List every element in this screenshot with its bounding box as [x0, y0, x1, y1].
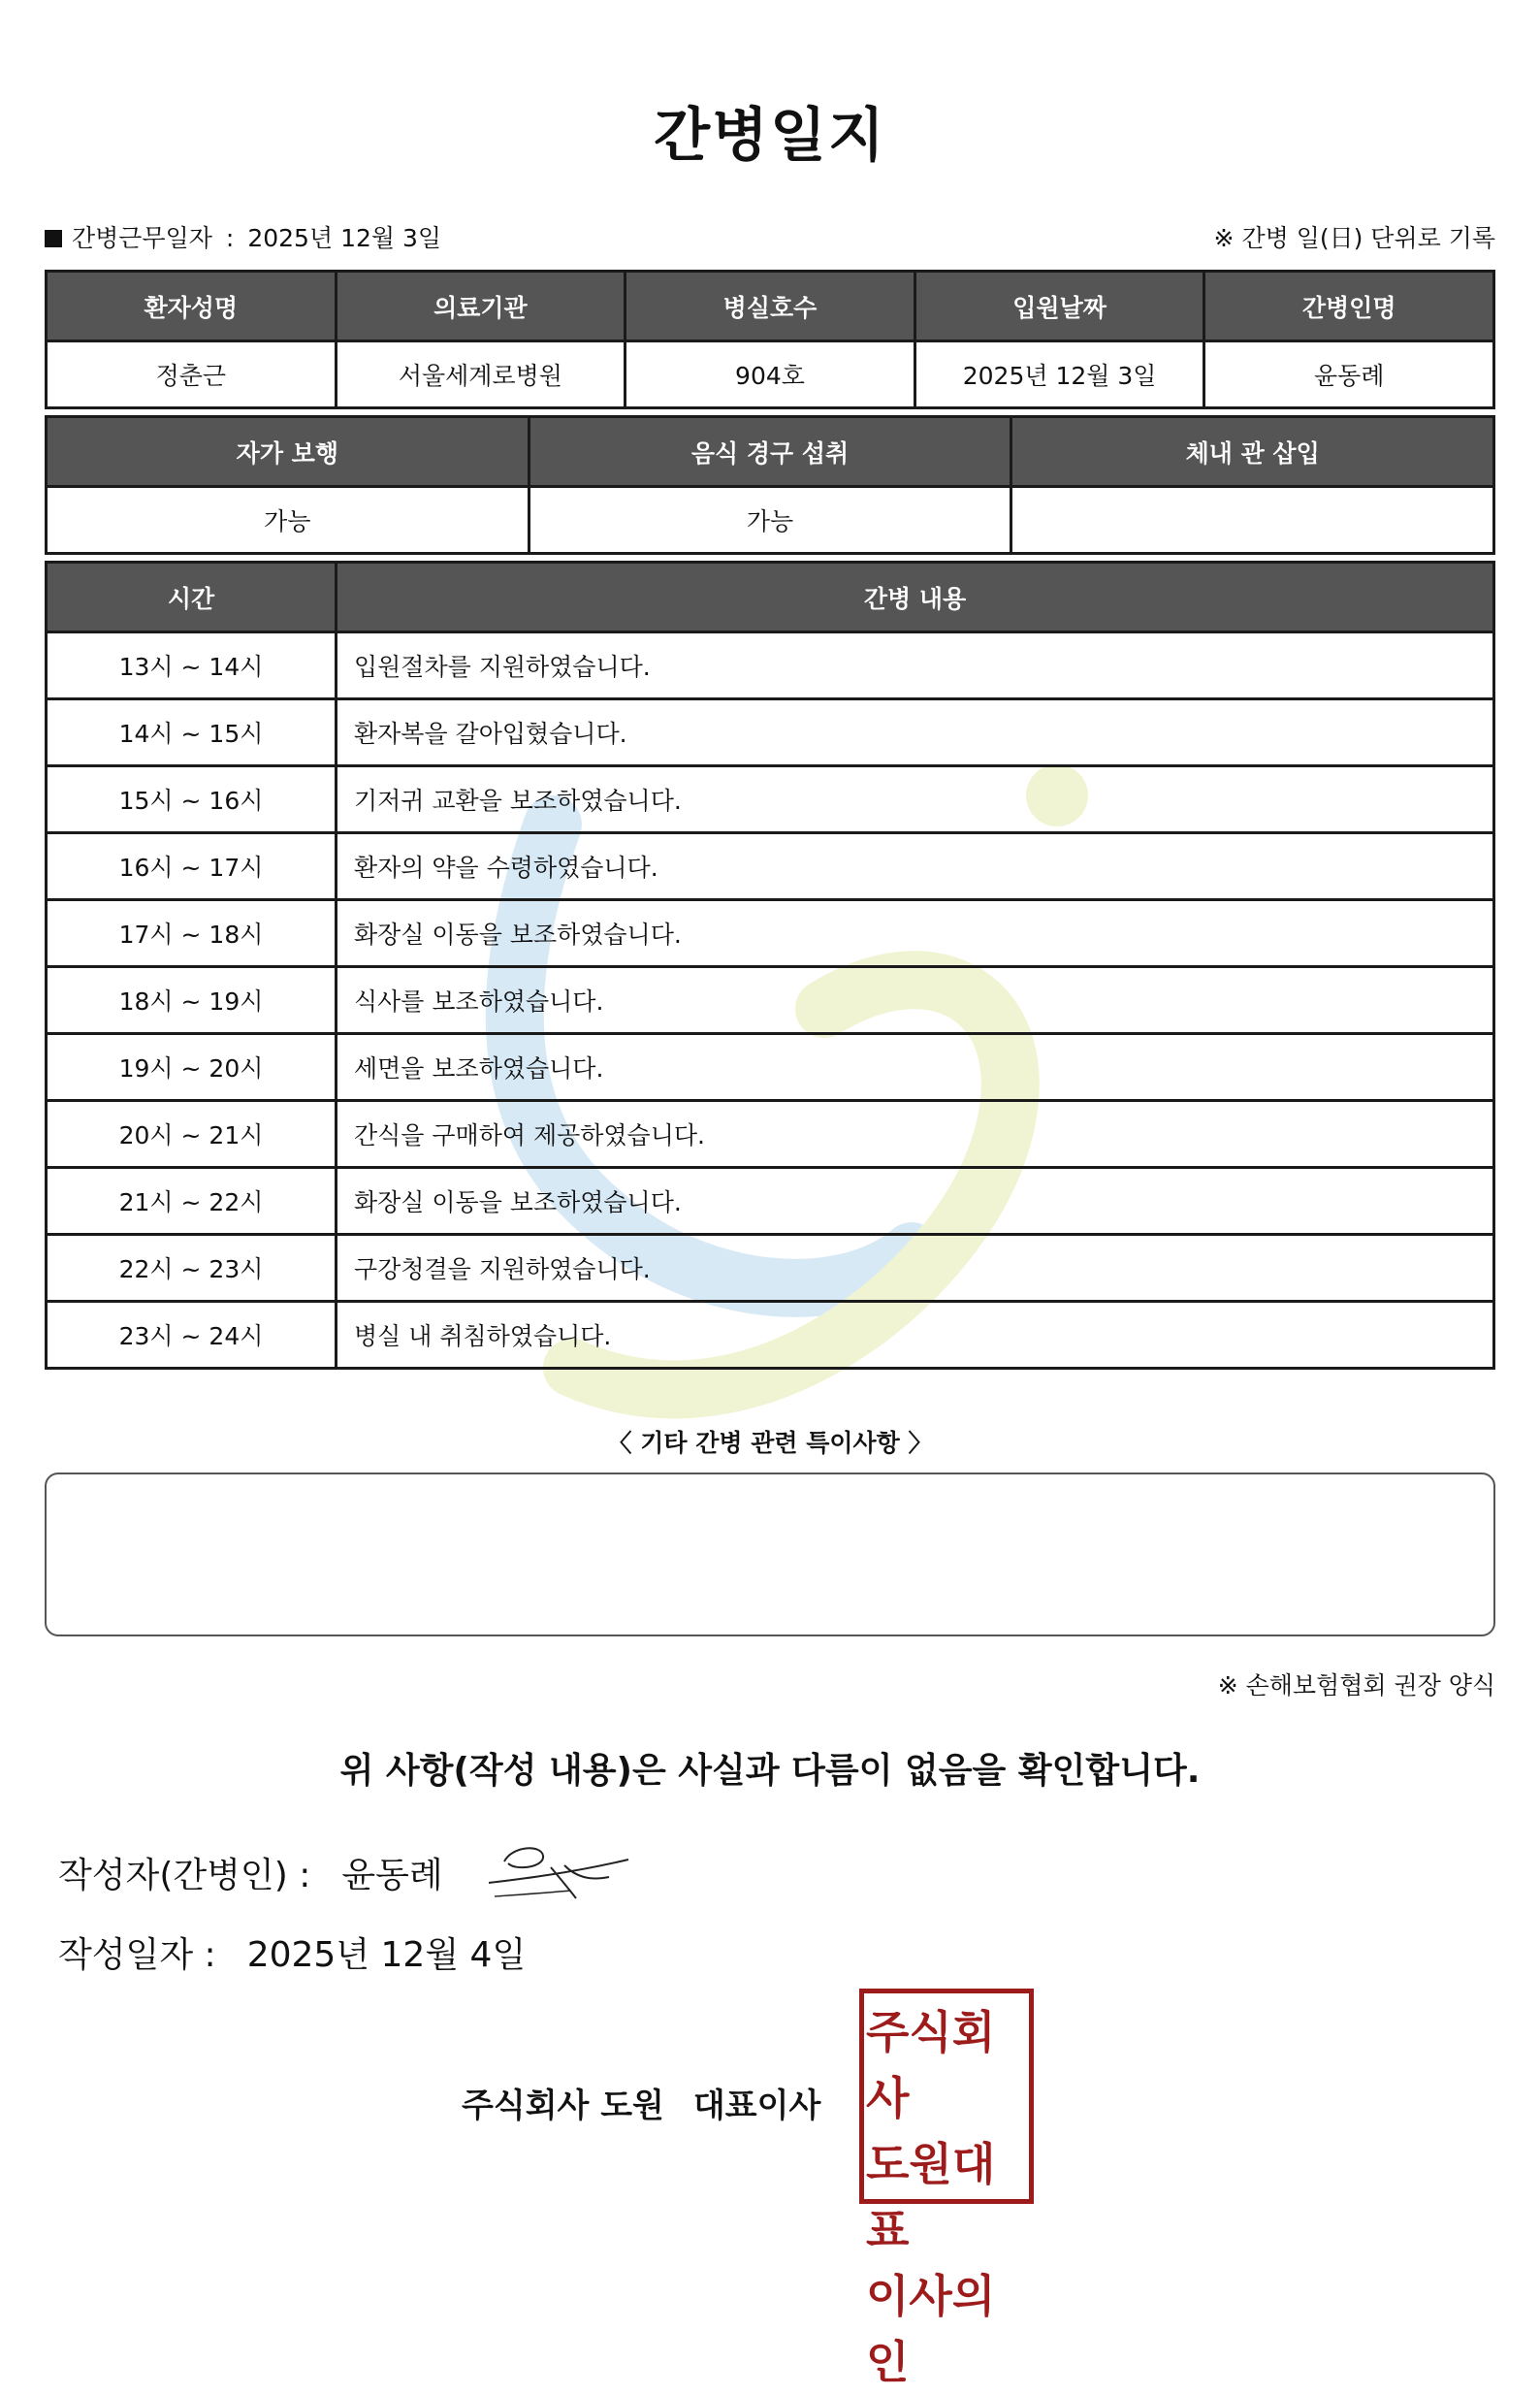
log-header-row: [47, 563, 1494, 632]
work-date: [45, 219, 441, 254]
seal-row: 이사의인: [866, 2270, 996, 2388]
log-content: 식사를 보조하였습니다.: [337, 967, 1494, 1034]
log-content: 세면을 보조하였습니다.: [337, 1034, 1494, 1101]
table-row: [47, 1034, 1494, 1101]
document-title: 간병일지: [654, 102, 886, 170]
company-signature-line: [462, 2079, 820, 2126]
log-content: 간식을 구매하여 제공하였습니다.: [337, 1101, 1494, 1168]
table-row: [47, 1101, 1494, 1168]
writer-line: [58, 1848, 443, 1897]
log-time: 16시 ~ 17시: [47, 833, 337, 900]
log-time: 19시 ~ 20시: [47, 1034, 337, 1101]
patient-value-row: [47, 341, 1494, 408]
care-log-table: [45, 561, 1495, 1370]
work-date-label: 간병근무일자: [72, 224, 212, 252]
status-header-row: [47, 417, 1494, 487]
header-patient-name: 환자성명: [47, 272, 337, 341]
room-number: 904호: [626, 341, 915, 408]
log-time: 14시 ~ 15시: [47, 699, 337, 766]
log-time: 23시 ~ 24시: [47, 1302, 337, 1369]
other-notes-box: [45, 1473, 1495, 1636]
header-content: 간병 내용: [337, 563, 1494, 632]
written-date-value: 2025년 12월 4일: [246, 1935, 527, 1975]
log-content: 화장실 이동을 보조하였습니다.: [337, 1168, 1494, 1235]
patient-header-row: [47, 272, 1494, 341]
log-time: 22시 ~ 23시: [47, 1235, 337, 1302]
table-row: [47, 1168, 1494, 1235]
written-date-line: [58, 1927, 526, 1977]
table-row: [47, 699, 1494, 766]
square-bullet-icon: [45, 230, 62, 247]
log-content: 환자의 약을 수령하였습니다.: [337, 833, 1494, 900]
log-time: 13시 ~ 14시: [47, 632, 337, 699]
table-row: [47, 766, 1494, 833]
log-time: 20시 ~ 21시: [47, 1101, 337, 1168]
header-room: 병실호수: [626, 272, 915, 341]
seal-row: 도원대표: [866, 2138, 996, 2256]
admission-date: 2025년 12월 3일: [914, 341, 1204, 408]
header-time: 시간: [47, 563, 337, 632]
patient-name: 정춘근: [47, 341, 337, 408]
oral-intake-value: 가능: [529, 487, 1011, 554]
log-time: 17시 ~ 18시: [47, 900, 337, 967]
table-row: [47, 632, 1494, 699]
record-note: ※ 간병 일(日) 단위로 기록: [1213, 224, 1495, 252]
patient-info-table: [45, 270, 1495, 409]
header-admission-date: 입원날짜: [914, 272, 1204, 341]
status-value-row: [47, 487, 1494, 554]
tube-value: [1011, 487, 1494, 554]
handwritten-signature: [483, 1838, 638, 1906]
walking-value: 가능: [47, 487, 529, 554]
hospital: 서울세계로병원: [336, 341, 626, 408]
confirmation-statement: 위 사항(작성 내용)은 사실과 다름이 없음을 확인합니다.: [339, 1751, 1201, 1791]
caregiver-name: 윤동례: [1204, 341, 1494, 408]
header-walking: 자가 보행: [47, 417, 529, 487]
log-content: 기저귀 교환을 보조하였습니다.: [337, 766, 1494, 833]
recommendation-note: ※ 손해보험협회 권장 양식: [1217, 1671, 1495, 1699]
log-time: 15시 ~ 16시: [47, 766, 337, 833]
header-caregiver: 간병인명: [1204, 272, 1494, 341]
work-date-colon: :: [225, 224, 235, 252]
log-content: 환자복을 갈아입혔습니다.: [337, 699, 1494, 766]
work-date-value: 2025년 12월 3일: [247, 224, 442, 252]
seal-row: 주식회사: [866, 2006, 996, 2124]
table-row: [47, 1235, 1494, 1302]
writer-label: 작성자(간병인) :: [58, 1856, 311, 1895]
table-row: [47, 833, 1494, 900]
patient-status-table: [45, 415, 1495, 555]
company-name: 주식회사 도원: [462, 2087, 664, 2125]
log-content: 화장실 이동을 보조하였습니다.: [337, 900, 1494, 967]
log-content: 입원절차를 지원하였습니다.: [337, 632, 1494, 699]
table-row: [47, 900, 1494, 967]
log-content: 구강청결을 지원하였습니다.: [337, 1235, 1494, 1302]
table-row: [47, 967, 1494, 1034]
writer-name: 윤동례: [341, 1856, 443, 1895]
table-row: [47, 1302, 1494, 1369]
other-notes-title: 〈 기타 간병 관련 특이사항 〉: [607, 1429, 933, 1457]
company-seal-stamp: [859, 1989, 1034, 2388]
log-time: 21시 ~ 22시: [47, 1168, 337, 1235]
header-oral-intake: 음식 경구 섭취: [529, 417, 1011, 487]
company-title: 대표이사: [692, 2087, 821, 2125]
header-hospital: 의료기관: [336, 272, 626, 341]
written-date-label: 작성일자 :: [58, 1935, 216, 1975]
log-time: 18시 ~ 19시: [47, 967, 337, 1034]
log-content: 병실 내 취침하였습니다.: [337, 1302, 1494, 1369]
header-tube: 체내 관 삽입: [1011, 417, 1494, 487]
